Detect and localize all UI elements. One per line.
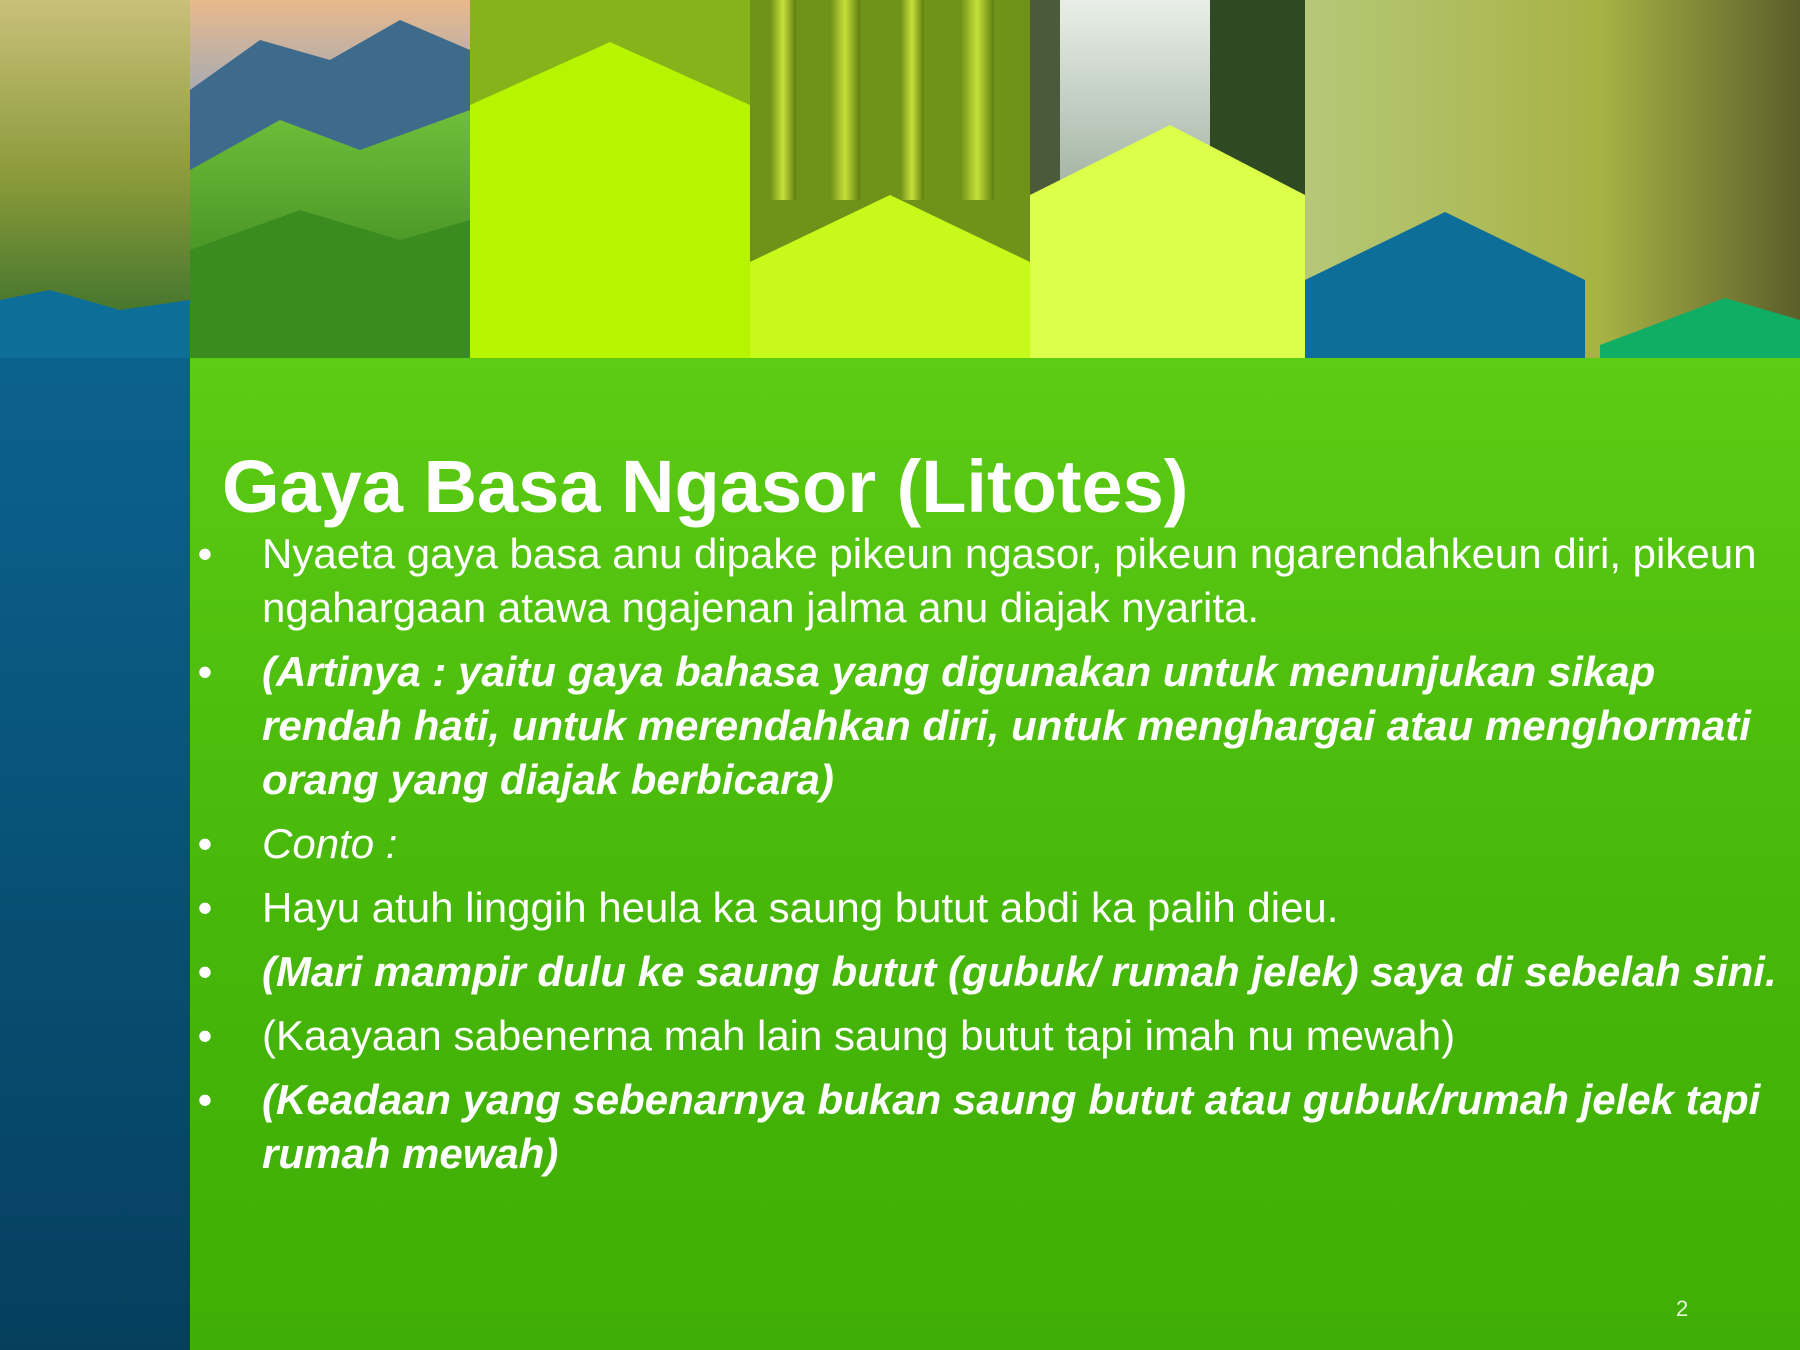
bullet-text: Hayu atuh linggih heula ka saung butut abdi ka palih dieu. [262,884,1339,931]
bullet-text: (Mari mampir dulu ke saung butut (gubuk/ rumah jelek) saya di sebelah sini. [262,948,1777,995]
bullet-item [190,1073,1790,1181]
bullet-item [190,945,1790,999]
bullet-item [190,645,1790,807]
banner-graphic [0,0,1800,358]
header-photo-banner [0,0,1800,358]
bullet-text: Conto : [262,820,398,867]
bullet-text: (Artinya : yaitu gaya bahasa yang digunakan untuk menunjukan sikap rendah hati, untuk merendahkan diri, untuk menghargai atau menghormati orang yang diajak berbicara) [262,648,1751,803]
bullet-item [190,817,1790,871]
bullet-list [190,527,1790,1191]
bullet-marker: • [197,1012,213,1059]
bullet-text: (Kaayaan sabenerna mah lain saung butut tapi imah nu mewah) [262,1012,1456,1059]
page-number: 2 [1676,1296,1689,1321]
bullet-item [190,1009,1790,1063]
bullet-item [190,881,1790,935]
bullet-marker: • [197,530,213,577]
slide-title: Gaya Basa Ngasor (Litotes) [222,444,1189,528]
bullet-text: Nyaeta gaya basa anu dipake pikeun ngasor, pikeun ngarendahkeun diri, pikeun ngahargaan atawa ngajenan jalma anu diajak nyarita. [262,530,1757,631]
bullet-text: (Keadaan yang sebenarnya bukan saung butut atau gubuk/rumah jelek tapi rumah mewah) [262,1076,1761,1177]
bullet-marker: • [197,948,213,995]
bullet-marker: • [197,1076,213,1123]
bullet-marker: • [197,884,213,931]
bullet-marker: • [197,648,213,695]
bullet-item [190,527,1790,635]
bullet-marker: • [197,820,213,867]
